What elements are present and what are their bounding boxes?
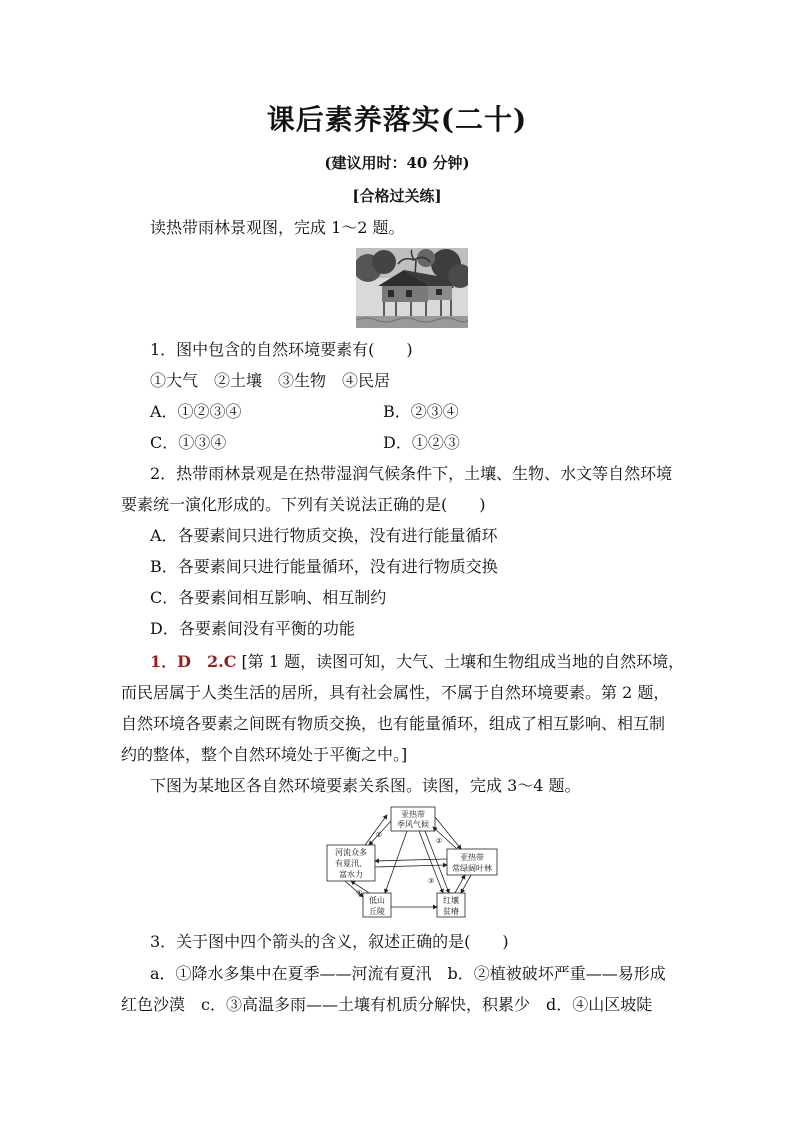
box-soil-label-2: 贫瘠 <box>443 907 459 916</box>
q2-stem-line1: 2．热带雨林景观是在热带湿润气候条件下，土壤、生物、水文等自然环境 <box>150 464 673 483</box>
q3-line1: a．①降水多集中在夏季——河流有夏汛 b．②植被破坏严重——易形成 <box>150 964 666 983</box>
box-hills-label-1: 低山 <box>369 896 385 905</box>
answer-line1 <box>150 652 684 672</box>
box-rivers-label-3: 富水力 <box>339 870 363 879</box>
page-title: 课后素养落实(二十) <box>266 103 528 136</box>
arrow-label-4: ④ <box>355 889 363 897</box>
q2-stem-line2: 要素统一演化形成的。下列有关说法正确的是( ) <box>121 495 486 514</box>
q2-option-c: C．各要素间相互影响、相互制约 <box>150 588 387 607</box>
answer-line3: 自然环境各要素之间既有物质交换，也有能量循环，组成了相互影响、相互制 <box>121 714 666 733</box>
box-rivers-label-2: 有夏汛、 <box>335 859 367 868</box>
answer-explanation-start: [第 1 题，读图可知，大气、土壤和生物组成当地的自然环境， <box>241 652 685 671</box>
q2-option-d: D．各要素间没有平衡的功能 <box>150 619 355 638</box>
q1-option-a: A．①②③④ <box>150 402 242 421</box>
q1-option-d: D．①②③ <box>383 433 460 452</box>
intro-text-2: 下图为某地区各自然环境要素关系图。读图，完成 3～4 题。 <box>150 776 581 795</box>
q2-option-b: B．各要素间只进行能量循环，没有进行物质交换 <box>150 557 498 576</box>
q1-stem: 1．图中包含的自然环境要素有( ) <box>150 340 413 359</box>
q1-option-c: C．①③④ <box>150 433 227 452</box>
arrow-label-1: ① <box>375 831 383 839</box>
section-heading: [合格过关练] <box>352 187 442 205</box>
intro-text-1: 读热带雨林景观图，完成 1～2 题。 <box>150 218 405 237</box>
box-climate-label-2: 季风气候 <box>397 820 429 829</box>
box-forest-label-2: 常绿阔叶林 <box>452 864 492 873</box>
environment-elements-diagram <box>325 805 500 920</box>
q2-option-a: A．各要素间只进行物质交换，没有进行能量循环 <box>150 526 498 545</box>
q3-stem: 3．关于图中四个箭头的含义，叙述正确的是( ) <box>150 932 509 951</box>
q3-line2: 红色沙漠 c．③高温多雨——土壤有机质分解快，积累少 d．④山区坡陡 <box>121 995 653 1014</box>
box-forest-label-1: 亚热带 <box>460 853 484 862</box>
answer-line2: 而民居属于人类生活的居所，具有社会属性，不属于自然环境要素。第 2 题， <box>121 683 670 702</box>
answer-line4: 约的整体，整个自然环境处于平衡之中。] <box>121 745 408 764</box>
box-climate-label-1: 亚热带 <box>401 810 425 819</box>
q1-option-b: B．②③④ <box>383 402 459 421</box>
box-soil-label-1: 红壤 <box>443 896 459 905</box>
answer-label: 1．D 2.C <box>150 652 237 671</box>
box-rivers-label-1: 河流众多 <box>335 848 367 857</box>
arrow-label-2: ② <box>435 837 443 845</box>
rainforest-house-photo <box>356 248 468 328</box>
suggested-time: (建议用时：40 分钟) <box>324 154 470 172</box>
box-hills-label-2: 丘陵 <box>369 907 385 916</box>
arrow-label-3: ③ <box>427 877 435 885</box>
q1-items: ①大气 ②土壤 ③生物 ④民居 <box>150 371 391 390</box>
